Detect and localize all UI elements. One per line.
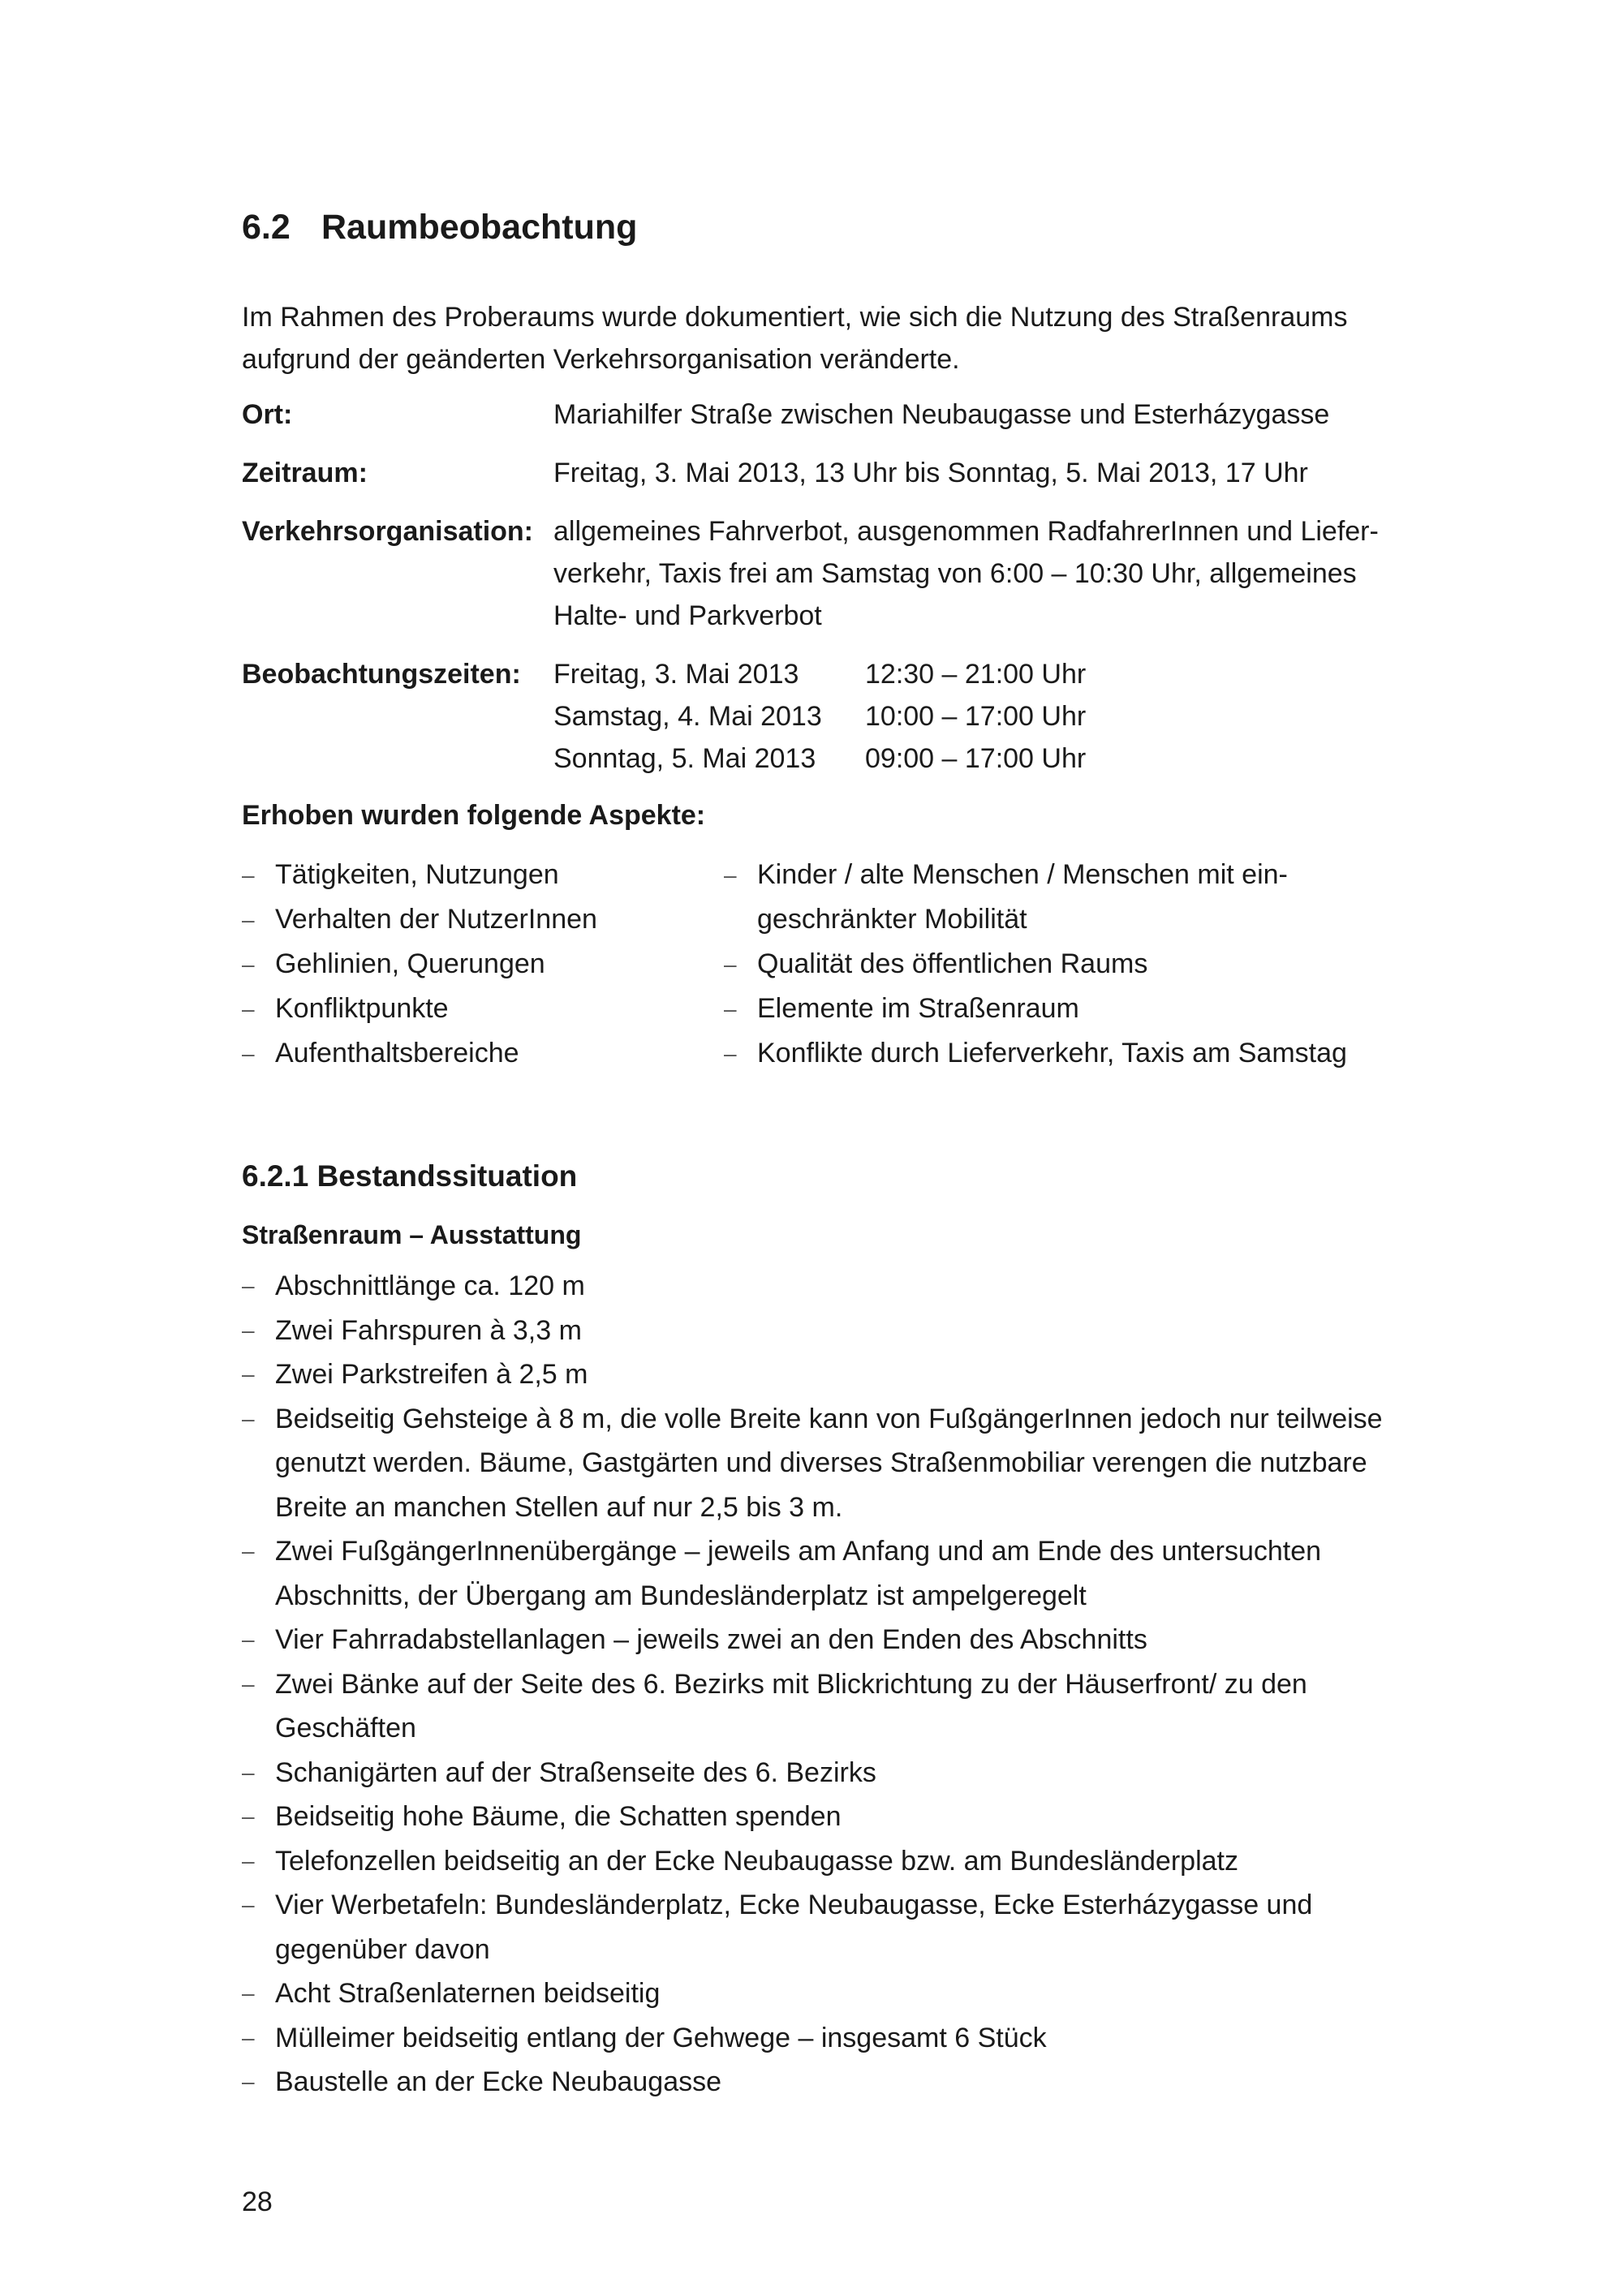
dash-bullet-icon: – — [242, 1361, 255, 1387]
dash-bullet-icon: – — [242, 1273, 255, 1298]
list-item — [242, 942, 724, 987]
list-item — [724, 853, 1427, 942]
dash-bullet-icon: – — [724, 1041, 737, 1066]
dash-bullet-icon: – — [242, 1759, 255, 1785]
time-entry — [553, 695, 1427, 737]
meta-value: allgemeines Fahrverbot, ausgenommen RadfahrerInnen und Lieferverkehr, Taxis frei am Samstag von 6:00 – 10:30 Uhr, allgemeines Halte- und Parkverbot — [553, 516, 1379, 631]
dash-bullet-icon: – — [724, 996, 737, 1021]
section-number: 6.2 — [242, 208, 291, 247]
features-title: Straßenraum – Ausstattung — [242, 1220, 582, 1249]
list-item-text: Baustelle an der Ecke Neubaugasse — [275, 2066, 722, 2097]
list-item-text: Beidseitig hohe Bäume, die Schatten spenden — [275, 1801, 842, 1832]
list-item-text: Telefonzellen beidseitig an der Ecke Neubaugasse bzw. am Bundesländerplatz — [275, 1845, 1238, 1877]
list-item — [242, 1352, 1427, 1397]
list-item — [242, 1971, 1427, 2016]
meta-label: Zeitraum: — [242, 458, 368, 488]
list-item-text: Vier Werbetafeln: Bundesländerplatz, Ecke Neubaugasse, Ecke Esterházygasse und gegenüber davon — [275, 1890, 1313, 1965]
list-item — [724, 987, 1427, 1031]
dash-bullet-icon: – — [242, 1405, 255, 1431]
time-day: Sonntag, 5. Mai 2013 — [553, 743, 816, 774]
dash-bullet-icon: – — [242, 2069, 255, 2094]
aspects-list — [242, 853, 1427, 1076]
list-item — [242, 1839, 1427, 1884]
aspects-column-left — [242, 853, 724, 1076]
meta-label: Verkehrsorganisation: — [242, 516, 534, 547]
list-item — [724, 942, 1427, 987]
time-range: 10:00 – 17:00 Uhr — [865, 701, 1087, 732]
subsection-heading: 6.2.1 Bestandssituation — [242, 1159, 578, 1193]
list-item — [242, 1397, 1427, 1530]
dash-bullet-icon: – — [724, 862, 737, 888]
list-item-text: Kinder / alte Menschen / Menschen mit eingeschränkter Mobilität — [757, 859, 1288, 935]
dash-bullet-icon: – — [242, 1670, 255, 1696]
dash-bullet-icon: – — [242, 1847, 255, 1873]
dash-bullet-icon: – — [242, 1980, 255, 2006]
meta-row-verkehr — [242, 510, 1427, 637]
list-item — [242, 1751, 1427, 1795]
meta-table — [242, 393, 1427, 780]
list-item-text: Vier Fahrradabstellanlagen – jeweils zwei an den Enden des Abschnitts — [275, 1624, 1147, 1655]
list-item — [242, 987, 724, 1031]
list-item — [724, 1031, 1427, 1076]
list-item — [242, 1031, 724, 1076]
list-item — [242, 1883, 1427, 1971]
dash-bullet-icon: – — [242, 907, 255, 932]
dash-bullet-icon: – — [242, 1538, 255, 1563]
aspects-column-right — [724, 853, 1427, 1076]
meta-label: Ort: — [242, 399, 293, 430]
list-item-text: Qualität des öffentlichen Raums — [757, 948, 1148, 979]
time-entry — [553, 653, 1427, 695]
list-item — [242, 1529, 1427, 1618]
dash-bullet-icon: – — [242, 1804, 255, 1829]
list-item-text: Zwei Bänke auf der Seite des 6. Bezirks mit Blickrichtung zu der Häuserfront/ zu den Geschäften — [275, 1668, 1307, 1743]
list-item-text: Tätigkeiten, Nutzungen — [275, 859, 559, 890]
meta-value: Mariahilfer Straße zwischen Neubaugasse und Esterházygasse — [553, 399, 1330, 430]
time-range: 12:30 – 21:00 Uhr — [865, 659, 1087, 690]
dash-bullet-icon: – — [242, 996, 255, 1021]
list-item — [242, 1618, 1427, 1662]
time-day: Freitag, 3. Mai 2013 — [553, 659, 799, 690]
list-item-text: Konflikte durch Lieferverkehr, Taxis am Samstag — [757, 1038, 1347, 1068]
time-range: 09:00 – 17:00 Uhr — [865, 743, 1087, 774]
list-item-text: Acht Straßenlaternen beidseitig — [275, 1978, 661, 2009]
page-number: 28 — [242, 2186, 273, 2217]
list-item — [242, 1662, 1427, 1751]
meta-value: Freitag, 3. Mai 2013, 13 Uhr bis Sonntag, 5. Mai 2013, 17 Uhr — [553, 458, 1308, 488]
list-item-text: Gehlinien, Querungen — [275, 948, 545, 979]
page-content — [242, 195, 1427, 2105]
list-item — [242, 1264, 1427, 1309]
list-item-text: Zwei Parkstreifen à 2,5 m — [275, 1359, 588, 1390]
list-item-text: Elemente im Straßenraum — [757, 993, 1079, 1024]
aspects-title: Erhoben wurden folgende Aspekte: — [242, 800, 706, 831]
list-item — [242, 897, 724, 942]
intro-paragraph: Im Rahmen des Proberaums wurde dokumentiert, wie sich die Nutzung des Straßenraums aufgrund der geänderten Verkehrsorganisation veränderte. — [242, 302, 1348, 375]
section-heading — [242, 195, 1427, 260]
list-item — [242, 853, 724, 897]
meta-row-ort — [242, 393, 1427, 436]
time-day: Samstag, 4. Mai 2013 — [553, 701, 822, 732]
dash-bullet-icon: – — [242, 1041, 255, 1066]
dash-bullet-icon: – — [724, 952, 737, 977]
section-title: Raumbeobachtung — [321, 208, 638, 247]
times-list — [553, 653, 1427, 780]
list-item — [242, 1309, 1427, 1353]
list-item-text: Verhalten der NutzerInnen — [275, 904, 597, 935]
dash-bullet-icon: – — [242, 952, 255, 977]
list-item-text: Schanigärten auf der Straßenseite des 6. Bezirks — [275, 1756, 876, 1788]
features-list — [242, 1264, 1427, 2105]
meta-row-zeitraum — [242, 452, 1427, 494]
dash-bullet-icon: – — [242, 1627, 255, 1652]
meta-row-beobachtung — [242, 653, 1427, 780]
dash-bullet-icon: – — [242, 862, 255, 888]
list-item — [242, 2060, 1427, 2105]
list-item-text: Zwei Fahrspuren à 3,3 m — [275, 1314, 582, 1346]
list-item-text: Abschnittlänge ca. 120 m — [275, 1271, 585, 1301]
time-entry — [553, 737, 1427, 780]
dash-bullet-icon: – — [242, 2024, 255, 2050]
list-item-text: Mülleimer beidseitig entlang der Gehwege – insgesamt 6 Stück — [275, 2022, 1047, 2053]
dash-bullet-icon: – — [242, 1317, 255, 1343]
list-item-text: Konfliktpunkte — [275, 993, 449, 1024]
list-item-text: Zwei FußgängerInnenübergänge – jeweils am Anfang und am Ende des untersuchten Abschnitts, der Übergang am Bundesländerplatz ist ampelgeregelt — [275, 1536, 1322, 1611]
dash-bullet-icon: – — [242, 1892, 255, 1917]
meta-label: Beobachtungszeiten: — [242, 659, 521, 690]
list-item — [242, 1795, 1427, 1839]
list-item — [242, 2016, 1427, 2061]
list-item-text: Beidseitig Gehsteige à 8 m, die volle Breite kann von FußgängerInnen jedoch nur teilweise genutzt werden. Bäume, Gastgärten und diverses Straßenmobiliar verengen die nutzbare Breite an manchen Stellen auf nur 2,5 bis 3 m. — [275, 1403, 1383, 1523]
list-item-text: Aufenthaltsbereiche — [275, 1038, 519, 1068]
